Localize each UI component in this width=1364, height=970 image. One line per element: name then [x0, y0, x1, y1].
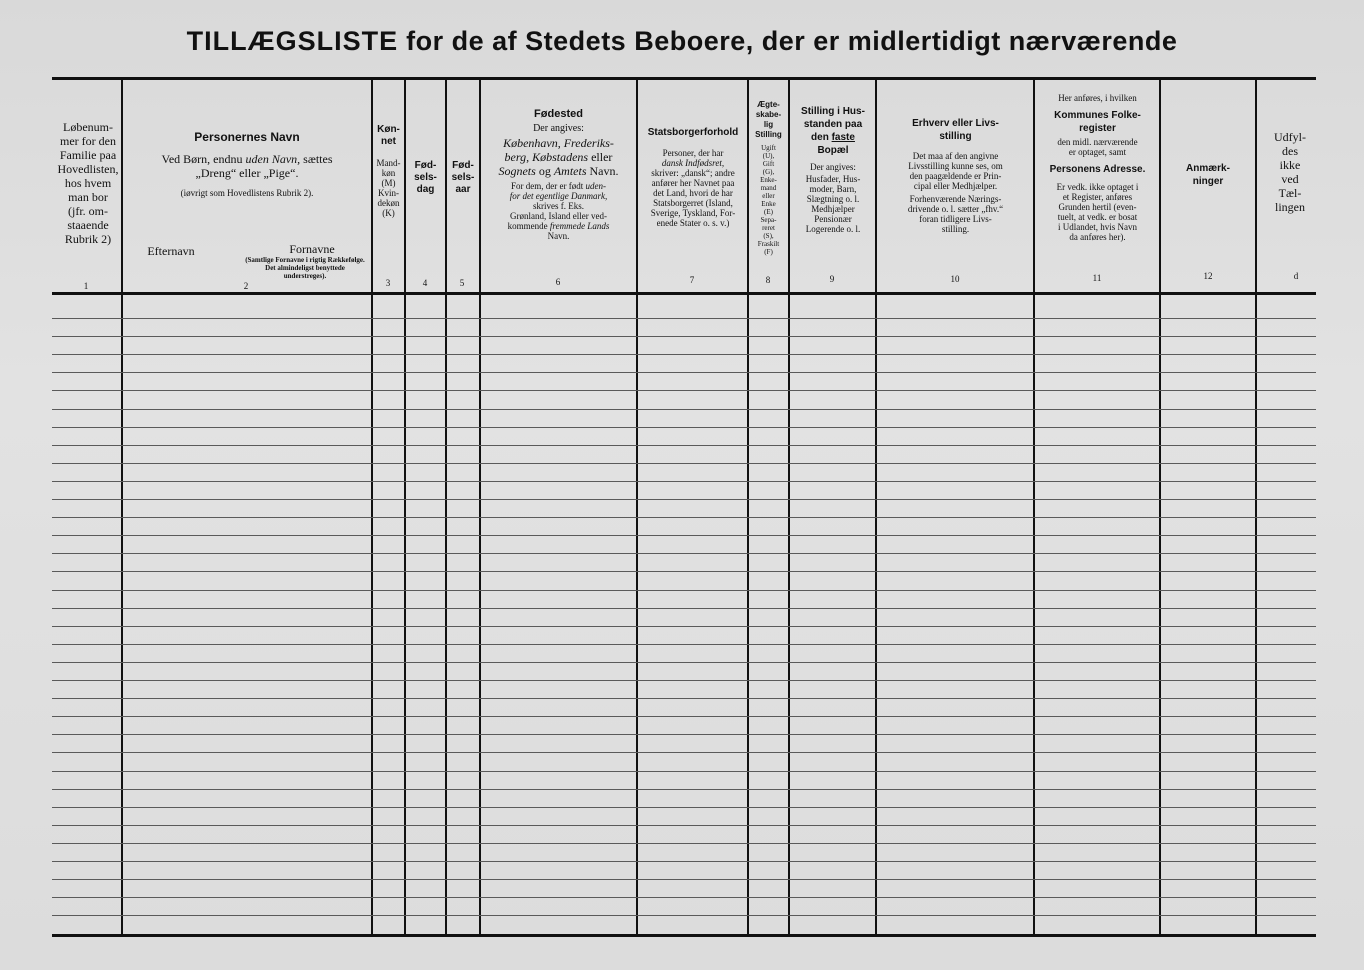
col11-line2: da anføres her). [1069, 232, 1126, 242]
col11-title-line: register [1079, 123, 1116, 134]
col3-line: Mand- [376, 158, 401, 168]
column-number-12: 12 [1203, 271, 1213, 281]
col8-line: reret [762, 224, 775, 232]
ruled-line [52, 517, 1316, 518]
col8-line: (E) [764, 208, 773, 216]
col9-sub: Der angives: [810, 162, 856, 172]
col6-ital1-tail: eller [588, 150, 613, 164]
col6-italic-line2 [481, 150, 636, 164]
col3-line: dekøn [377, 198, 400, 208]
col3-line: køn [381, 168, 396, 178]
col7-line: Sverige, Tyskland, For- [650, 208, 736, 218]
col9-title-line: standen paa [803, 119, 863, 130]
ruled-line [52, 825, 1316, 826]
ruled-line [52, 427, 1316, 428]
col7-line: skriver: „dansk“; andre [651, 168, 735, 178]
header-col-1 [54, 120, 122, 246]
col4-title-line: Fød- [414, 160, 437, 171]
col6-ital2-d: Navn. [586, 164, 619, 178]
header-col-7 [638, 126, 748, 228]
col9-title-den: den [811, 132, 832, 143]
col10-line: den paagældende er Prin- [909, 171, 1002, 181]
col2-fornavne-note: (Samtlige Fornavne i rigtig Rækkefølge. Det almindeligst benyttede understreges). [245, 256, 365, 280]
col8-line: (G), [762, 168, 775, 176]
column-number-2: 2 [243, 281, 249, 291]
col9-line: Pensionær [814, 214, 852, 224]
ruled-line [52, 336, 1316, 337]
col11-line2: Grunden hertil (even- [1058, 202, 1137, 212]
col8-title-line: skabe- [755, 110, 782, 119]
col1-line: Rubrik 2) [64, 232, 112, 246]
column-number-7: 7 [689, 275, 695, 285]
col8-title-line: Stilling [755, 130, 782, 139]
col11-top: Her anføres, i hvilken [1058, 93, 1137, 103]
ruled-line [52, 608, 1316, 609]
col2-line1-a: Ved Børn, endnu [161, 152, 246, 166]
header-col-4 [406, 160, 445, 196]
col9-title-line: Bopæl [817, 145, 849, 156]
col9-line: Husfader, Hus- [805, 174, 861, 184]
ruled-line [52, 626, 1316, 627]
col10-line: Det maa af den angivne [912, 151, 999, 161]
col9-line: Medhjælper [811, 204, 855, 214]
col5-title-line: sels- [451, 172, 475, 183]
top-border [52, 77, 1316, 80]
col10-title-line: Erhverv eller Livs- [912, 118, 999, 129]
col13-line: Tæl- [1278, 186, 1302, 200]
col11-title-line: Kommunes Folke- [1054, 110, 1141, 121]
col11-line: er optaget, samt [1068, 147, 1127, 157]
col8-line: Enke [761, 200, 776, 208]
col7-line: Statsborgerret (Island, [653, 198, 733, 208]
col1-line: man bor [68, 190, 108, 204]
col1-line: (jfr. om- [68, 204, 108, 218]
header-col-13 [1257, 130, 1323, 214]
header-col-11 [1035, 93, 1160, 242]
col6-p2-line1 [481, 181, 636, 191]
ruled-line [52, 553, 1316, 554]
col8-line: eller [762, 192, 775, 200]
ruled-line [52, 915, 1316, 916]
col6-sub: Der angives: [533, 123, 584, 134]
form-title-rest: for de af Stedets Beboere, der er midlertidigt nærværende [406, 26, 1178, 56]
col6-p2-line3: skrives f. Eks. [533, 201, 584, 211]
col5-title-line: aar [455, 184, 471, 195]
col7-line: det Land, hvori de har [653, 188, 733, 198]
col1-line: Familie paa [59, 148, 117, 162]
column-number-11: 11 [1092, 273, 1102, 283]
col4-title-line: sels- [414, 172, 437, 183]
col8-line: Enke- [760, 176, 777, 184]
col10-line: Livsstilling kunne ses, om [908, 161, 1003, 171]
col8-line: Sepa- [760, 216, 777, 224]
col6-p2-b: uden- [585, 181, 606, 191]
ruled-line [52, 390, 1316, 391]
ruled-line [52, 354, 1316, 355]
ruled-line [52, 535, 1316, 536]
col9-line: Slægtning o. l. [806, 194, 860, 204]
col13-line: lingen [1275, 200, 1305, 214]
col8-title-line: Ægte- [757, 100, 780, 109]
col1-line: hos hvem [64, 176, 112, 190]
col9-line: Logerende o. l. [805, 224, 861, 234]
column-number-3: 3 [385, 278, 391, 288]
col6-p2-line2: for det egentlige Danmark, [509, 191, 608, 201]
col7-line: dansk Indfødsret, [661, 158, 725, 168]
col2-line1-c: sættes [300, 152, 333, 166]
col3-line: (M) [381, 178, 396, 188]
col11-line2: tuelt, at vedk. er bosat [1057, 212, 1138, 222]
col3-line: Kvin- [378, 188, 399, 198]
col10-line2: foran tidligere Livs- [919, 214, 992, 224]
column-number-10: 10 [950, 274, 960, 284]
col12-title-line: Anmærk- [1186, 163, 1230, 174]
col6-title: Fødested [534, 108, 583, 120]
form-title-main: TILLÆGSLISTE [186, 26, 399, 56]
col11-title2: Personens Adresse. [1049, 164, 1146, 175]
col2-line1 [124, 152, 370, 166]
col12-title-line: ninger [1192, 176, 1224, 187]
col8-line: mand [760, 184, 777, 192]
col11-line2: i Udlandet, hvis Navn [1058, 222, 1137, 232]
col4-title-line: dag [416, 184, 435, 195]
col11-line2: et Register, anføres [1062, 192, 1133, 202]
ruled-line [52, 590, 1316, 591]
col6-italic-line3 [481, 164, 636, 178]
col9-title-line: Stilling i Hus- [801, 106, 865, 117]
col6-p3-line3: Navn. [547, 231, 570, 241]
col6-p2-a: For dem, der er født [511, 181, 586, 191]
col1-line: mer for den [60, 134, 116, 148]
col6-italic-line: København, Frederiks- [503, 136, 614, 150]
col13-line: des [1282, 144, 1298, 158]
col13-line: ikke [1279, 158, 1301, 172]
col9-title-line3 [790, 131, 876, 144]
header-col-12 [1161, 162, 1255, 188]
header-col-6 [481, 108, 636, 241]
col6-ital2-a: Sognets [498, 164, 536, 178]
col6-p3-b: fremmede Lands [549, 221, 610, 231]
ruled-line [52, 861, 1316, 862]
ruled-line [52, 372, 1316, 373]
header-col-5 [447, 160, 479, 196]
col8-line: (S), [763, 232, 774, 240]
column-number-4: 4 [422, 278, 428, 288]
col7-line: enede Stater o. s. v.) [656, 218, 730, 228]
col6-ital1-1: berg, Købstadens [504, 150, 589, 164]
ruled-line [52, 463, 1316, 464]
ruled-line [52, 571, 1316, 572]
col8-line: Gift [762, 160, 775, 168]
col3-title-line: net [381, 136, 396, 147]
col5-title-line: Fød- [452, 160, 474, 171]
col8-line: (F) [764, 248, 773, 256]
column-number-5: 5 [459, 278, 465, 288]
header-bottom-border [52, 292, 1316, 295]
col13-line: ved [1281, 172, 1299, 186]
column-number-1: 1 [83, 281, 89, 291]
column-number-6: 6 [555, 277, 561, 287]
col10-line2: drivende o. l. sætter „fhv.“ [907, 204, 1004, 214]
col10-line2: Forhenværende Nærings- [909, 194, 1002, 204]
col6-p3-line1: Grønland, Island eller ved- [510, 211, 607, 221]
column-number-9: 9 [829, 274, 835, 284]
col3-title-line: Køn- [377, 124, 400, 135]
col9-title-faste: faste [831, 132, 855, 143]
col6-p3-line2 [481, 221, 636, 231]
ruled-line [52, 807, 1316, 808]
header-col-10 [877, 117, 1034, 234]
col2-efternavn: Efternavn [147, 244, 195, 258]
ruled-line [52, 843, 1316, 844]
ruled-line [52, 644, 1316, 645]
ruled-line [52, 698, 1316, 699]
col2-title: Personernes Navn [194, 130, 300, 144]
ruled-line [52, 879, 1316, 880]
col13-line: Udfyl- [1274, 130, 1306, 144]
col6-ital2-b: og [535, 164, 554, 178]
column-number-8: 8 [765, 275, 771, 285]
col1-line: Hovedlisten, [57, 162, 119, 176]
col2-line2: „Dreng“ eller „Pige“. [195, 166, 299, 180]
col9-line: moder, Barn, [809, 184, 857, 194]
col1-line: Løbenum- [63, 120, 113, 134]
form-title [0, 26, 1364, 57]
col8-line: Fraskilt [757, 240, 780, 248]
ruled-line [52, 409, 1316, 410]
ruled-line [52, 680, 1316, 681]
header-col-9 [790, 105, 876, 234]
col7-line: Personer, der har [662, 148, 724, 158]
header-col-3 [373, 124, 404, 218]
col10-title-line: stilling [939, 131, 972, 142]
ruled-line [52, 716, 1316, 717]
col11-line2: Er vedk. ikke optaget i [1056, 182, 1139, 192]
ruled-line [52, 789, 1316, 790]
ruled-line [52, 481, 1316, 482]
col2-line1-b: uden Navn, [245, 152, 301, 166]
col10-line2: stilling. [941, 224, 970, 234]
bottom-border [52, 934, 1316, 937]
ruled-line [52, 499, 1316, 500]
col8-line: (U), [762, 152, 775, 160]
col2-fornavne: Fornavne [289, 242, 335, 256]
header-col-8 [749, 100, 788, 256]
col1-line: staaende [67, 218, 109, 232]
ruled-line [52, 897, 1316, 898]
ruled-line [52, 734, 1316, 735]
col11-line: den midl. nærværende [1057, 137, 1138, 147]
ruled-line [52, 752, 1316, 753]
col7-line: anfører her Navnet paa [651, 178, 735, 188]
ruled-line [52, 318, 1316, 319]
ruled-line [52, 771, 1316, 772]
col7-title: Statsborgerforhold [647, 127, 739, 138]
col10-line: cipal eller Medhjælper. [913, 181, 998, 191]
col3-line: (K) [382, 208, 395, 218]
col8-title-line: lig [763, 120, 774, 129]
column-number-13: d [1293, 271, 1299, 281]
col8-line: Ugift [761, 144, 776, 152]
col6-p3-a: kommende [507, 221, 550, 231]
ruled-line [52, 662, 1316, 663]
col2-note: (iøvrigt som Hovedlistens Rubrik 2). [180, 188, 314, 198]
header-col-2 [124, 131, 370, 198]
col6-ital2-c: Amtets [553, 164, 587, 178]
ruled-line [52, 445, 1316, 446]
